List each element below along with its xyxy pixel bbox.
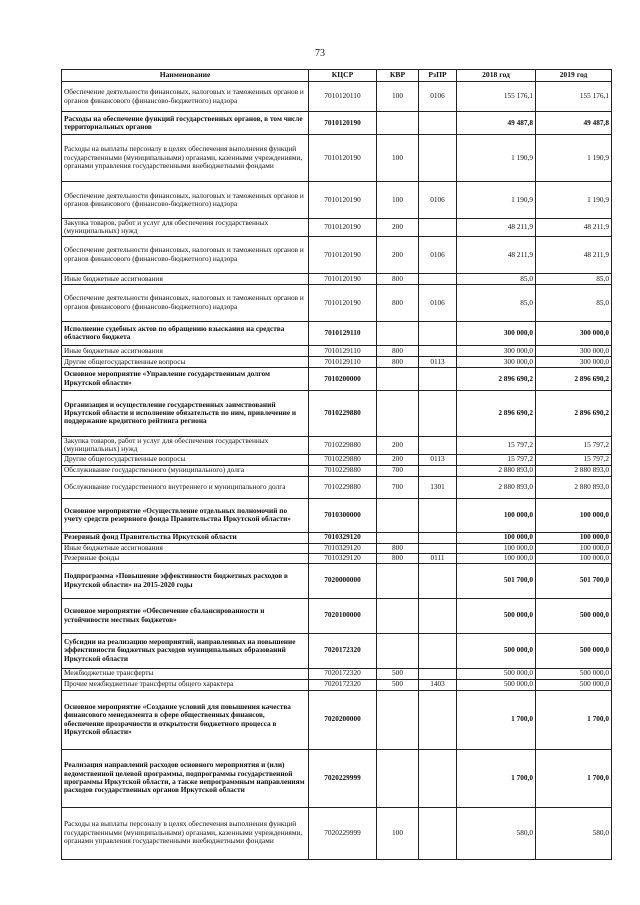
- table-row: [62, 498, 612, 532]
- row-kvr-cell: 800: [377, 273, 419, 284]
- row-rzpr-cell: [419, 543, 457, 553]
- row-name-cell: Обеспечение деятельности финансовых, налоговых и таможенных органов и органов финансового (финансово-бюджетного) надзора: [62, 182, 309, 219]
- header-name: Наименование: [62, 70, 309, 82]
- row-2019-cell: 300 000,0: [536, 321, 612, 345]
- row-rzpr-cell: [419, 273, 457, 284]
- header-rzpr: РзПР: [419, 70, 457, 82]
- table-row: [62, 807, 612, 859]
- row-2018-cell: 155 176,1: [457, 82, 536, 112]
- row-rzpr-cell: [419, 135, 457, 182]
- row-kcsr-cell: 7010229880: [309, 390, 377, 436]
- table-row: [62, 598, 612, 633]
- row-kcsr-cell: 7010129110: [309, 345, 377, 356]
- row-kcsr-cell: 7010120190: [309, 219, 377, 237]
- table-row: [62, 679, 612, 690]
- table-row: [62, 454, 612, 465]
- table-row: [62, 284, 612, 321]
- row-2018-cell: 300 000,0: [457, 345, 536, 356]
- row-name-cell: Прочие межбюджетные трансферты общего характера: [62, 679, 309, 690]
- row-2019-cell: 500 000,0: [536, 679, 612, 690]
- row-rzpr-cell: [419, 749, 457, 807]
- row-2018-cell: 500 000,0: [457, 668, 536, 679]
- row-2019-cell: 300 000,0: [536, 356, 612, 367]
- row-name-cell: Обслуживание государственного (муниципального) долга: [62, 465, 309, 476]
- row-kvr-cell: 800: [377, 543, 419, 553]
- row-name-cell: Иные бюджетные ассигнования: [62, 273, 309, 284]
- row-rzpr-cell: [419, 465, 457, 476]
- row-rzpr-cell: [419, 668, 457, 679]
- row-kcsr-cell: 7020000000: [309, 563, 377, 598]
- row-kvr-cell: 800: [377, 553, 419, 563]
- row-name-cell: Реализация направлений расходов основного мероприятия и (или) ведомственной целевой программы, подпрограммы государственной программы Иркутской области, а также непрограммным направлениям расходов государственных органов Иркутской области: [62, 749, 309, 807]
- row-2018-cell: 1 190,9: [457, 182, 536, 219]
- row-kvr-cell: 200: [377, 219, 419, 237]
- row-2018-cell: 2 896 690,2: [457, 367, 536, 390]
- row-kcsr-cell: 7020100000: [309, 598, 377, 633]
- row-2019-cell: 500 000,0: [536, 668, 612, 679]
- row-name-cell: Организация и осуществление государственных заимствований Иркутской области и исполнение обязательств по ним, привлечение и поддержание кредитного рейтинга региона: [62, 390, 309, 436]
- table-header-row: [62, 70, 612, 82]
- row-rzpr-cell: [419, 345, 457, 356]
- table-row: [62, 436, 612, 454]
- row-2019-cell: 1 190,9: [536, 182, 612, 219]
- row-kcsr-cell: 7010120110: [309, 82, 377, 112]
- row-kvr-cell: 100: [377, 182, 419, 219]
- row-2018-cell: 2 880 893,0: [457, 465, 536, 476]
- row-kcsr-cell: 7010120190: [309, 112, 377, 135]
- table-row: [62, 476, 612, 498]
- row-2018-cell: 15 797,2: [457, 436, 536, 454]
- row-2019-cell: 155 176,1: [536, 82, 612, 112]
- table-row: [62, 465, 612, 476]
- row-rzpr-cell: [419, 532, 457, 543]
- row-name-cell: Расходы на выплаты персоналу в целях обеспечения выполнения функций государственными (муниципальными) органами, казенными учреждениями, органами управления государственными внебюджетными фондами: [62, 135, 309, 182]
- row-2018-cell: 501 700,0: [457, 563, 536, 598]
- row-kvr-cell: 200: [377, 236, 419, 273]
- row-kcsr-cell: 7010129110: [309, 321, 377, 345]
- header-kvr: КВР: [377, 70, 419, 82]
- row-rzpr-cell: 0106: [419, 284, 457, 321]
- row-kvr-cell: 800: [377, 356, 419, 367]
- row-2018-cell: 500 000,0: [457, 679, 536, 690]
- row-name-cell: Другие общегосударственные вопросы: [62, 356, 309, 367]
- row-kvr-cell: 500: [377, 679, 419, 690]
- row-rzpr-cell: [419, 690, 457, 749]
- row-name-cell: Резервный фонд Правительства Иркутской области: [62, 532, 309, 543]
- row-name-cell: Закупка товаров, работ и услуг для обеспечения государственных (муниципальных) нужд: [62, 436, 309, 454]
- row-2019-cell: 48 211,9: [536, 236, 612, 273]
- row-2018-cell: 1 190,9: [457, 135, 536, 182]
- row-name-cell: Основное мероприятие «Управление государственным долгом Иркутской области»: [62, 367, 309, 390]
- row-2019-cell: 15 797,2: [536, 454, 612, 465]
- table-row: [62, 668, 612, 679]
- row-2019-cell: 2 880 893,0: [536, 476, 612, 498]
- row-2019-cell: 48 211,9: [536, 219, 612, 237]
- row-kvr-cell: [377, 633, 419, 668]
- row-kcsr-cell: 7020172320: [309, 679, 377, 690]
- row-kvr-cell: 500: [377, 668, 419, 679]
- row-2018-cell: 1 700,0: [457, 749, 536, 807]
- row-rzpr-cell: [419, 367, 457, 390]
- row-rzpr-cell: 0111: [419, 553, 457, 563]
- row-kvr-cell: 800: [377, 284, 419, 321]
- row-kvr-cell: [377, 321, 419, 345]
- row-name-cell: Межбюджетные трансферты: [62, 668, 309, 679]
- row-kcsr-cell: 7010129110: [309, 356, 377, 367]
- header-2019: 2019 год: [536, 70, 612, 82]
- row-kcsr-cell: 7010329120: [309, 553, 377, 563]
- row-2018-cell: 85,0: [457, 284, 536, 321]
- row-rzpr-cell: 0113: [419, 454, 457, 465]
- row-name-cell: Другие общегосударственные вопросы: [62, 454, 309, 465]
- row-rzpr-cell: 0106: [419, 182, 457, 219]
- row-2019-cell: 1 190,9: [536, 135, 612, 182]
- row-2019-cell: 15 797,2: [536, 436, 612, 454]
- row-rzpr-cell: [419, 436, 457, 454]
- table-row: [62, 553, 612, 563]
- table-row: [62, 356, 612, 367]
- row-2018-cell: 300 000,0: [457, 356, 536, 367]
- row-2018-cell: 48 211,9: [457, 219, 536, 237]
- row-kcsr-cell: 7020172320: [309, 633, 377, 668]
- row-kcsr-cell: 7010329120: [309, 532, 377, 543]
- row-name-cell: Исполнение судебных актов по обращению взыскания на средства областного бюджета: [62, 321, 309, 345]
- row-2018-cell: 48 211,9: [457, 236, 536, 273]
- row-rzpr-cell: 1301: [419, 476, 457, 498]
- row-kvr-cell: [377, 690, 419, 749]
- row-kvr-cell: 100: [377, 135, 419, 182]
- table-row: [62, 135, 612, 182]
- row-name-cell: Основное мероприятие «Осуществление отдельных полномочий по учету средств резервного фонда Правительства Иркутской области»: [62, 498, 309, 532]
- row-2019-cell: 100 000,0: [536, 498, 612, 532]
- row-name-cell: Расходы на выплаты персоналу в целях обеспечения выполнения функций государственными (муниципальными) органами, казенными учреждениями, органами управления государственными внебюджетными фондами: [62, 807, 309, 859]
- row-kcsr-cell: 7010229880: [309, 476, 377, 498]
- row-name-cell: Иные бюджетные ассигнования: [62, 543, 309, 553]
- table-row: [62, 236, 612, 273]
- row-name-cell: Основное мероприятие «Создание условий для повышения качества финансового менеджмента в сфере общественных финансов, обеспечение прозрачности и открытости бюджетного процесса в Иркутской области»: [62, 690, 309, 749]
- row-rzpr-cell: 1403: [419, 679, 457, 690]
- row-kvr-cell: [377, 532, 419, 543]
- row-rzpr-cell: [419, 598, 457, 633]
- row-2018-cell: 500 000,0: [457, 633, 536, 668]
- row-name-cell: Обслуживание государственного внутреннего и муниципального долга: [62, 476, 309, 498]
- row-kvr-cell: [377, 390, 419, 436]
- row-2019-cell: 100 000,0: [536, 553, 612, 563]
- row-rzpr-cell: [419, 321, 457, 345]
- row-kcsr-cell: 7010300000: [309, 498, 377, 532]
- row-2018-cell: 100 000,0: [457, 553, 536, 563]
- row-kcsr-cell: 7010229880: [309, 465, 377, 476]
- row-kcsr-cell: 7010200000: [309, 367, 377, 390]
- page-number: 73: [315, 48, 325, 59]
- row-kcsr-cell: 7010229880: [309, 436, 377, 454]
- table-row: [62, 273, 612, 284]
- row-rzpr-cell: 0106: [419, 82, 457, 112]
- row-kcsr-cell: 7010120190: [309, 284, 377, 321]
- table-row: [62, 82, 612, 112]
- table-row: [62, 690, 612, 749]
- row-rzpr-cell: [419, 563, 457, 598]
- row-kvr-cell: 700: [377, 465, 419, 476]
- row-2018-cell: 100 000,0: [457, 543, 536, 553]
- row-kvr-cell: [377, 749, 419, 807]
- row-rzpr-cell: [419, 807, 457, 859]
- row-kvr-cell: 200: [377, 436, 419, 454]
- row-2018-cell: 49 487,8: [457, 112, 536, 135]
- row-kcsr-cell: 7010120190: [309, 273, 377, 284]
- row-2019-cell: 1 700,0: [536, 690, 612, 749]
- row-2019-cell: 501 700,0: [536, 563, 612, 598]
- row-2018-cell: 85,0: [457, 273, 536, 284]
- row-2019-cell: 500 000,0: [536, 598, 612, 633]
- row-2019-cell: 49 487,8: [536, 112, 612, 135]
- row-rzpr-cell: [419, 112, 457, 135]
- row-2019-cell: 2 896 690,2: [536, 390, 612, 436]
- table-row: [62, 321, 612, 345]
- row-2019-cell: 500 000,0: [536, 633, 612, 668]
- row-2018-cell: 2 880 893,0: [457, 476, 536, 498]
- budget-table: [61, 69, 612, 860]
- row-2019-cell: 580,0: [536, 807, 612, 859]
- row-2019-cell: 2 896 690,2: [536, 367, 612, 390]
- row-rzpr-cell: [419, 633, 457, 668]
- row-kcsr-cell: 7010120190: [309, 236, 377, 273]
- row-name-cell: Субсидии на реализацию мероприятий, направленных на повышение эффективности бюджетных расходов муниципальных образований Иркутской области: [62, 633, 309, 668]
- table-row: [62, 532, 612, 543]
- row-kcsr-cell: 7010229880: [309, 454, 377, 465]
- row-kvr-cell: [377, 498, 419, 532]
- row-rzpr-cell: [419, 390, 457, 436]
- row-kcsr-cell: 7020200000: [309, 690, 377, 749]
- table-row: [62, 345, 612, 356]
- row-kcsr-cell: 7020229999: [309, 807, 377, 859]
- row-kcsr-cell: 7010329120: [309, 543, 377, 553]
- row-kvr-cell: 800: [377, 345, 419, 356]
- row-2018-cell: 1 700,0: [457, 690, 536, 749]
- row-name-cell: Обеспечение деятельности финансовых, налоговых и таможенных органов и органов финансового (финансово-бюджетного) надзора: [62, 82, 309, 112]
- table-row: [62, 633, 612, 668]
- row-rzpr-cell: 0113: [419, 356, 457, 367]
- row-kcsr-cell: 7020229999: [309, 749, 377, 807]
- row-rzpr-cell: 0106: [419, 236, 457, 273]
- row-kcsr-cell: 7020172320: [309, 668, 377, 679]
- row-2019-cell: 1 700,0: [536, 749, 612, 807]
- row-rzpr-cell: [419, 219, 457, 237]
- table-row: [62, 543, 612, 553]
- header-kcsr: КЦСР: [309, 70, 377, 82]
- table-row: [62, 563, 612, 598]
- row-name-cell: Основное мероприятие «Обеспечение сбалансированности и устойчивости местных бюджетов»: [62, 598, 309, 633]
- row-2018-cell: 300 000,0: [457, 321, 536, 345]
- row-name-cell: Иные бюджетные ассигнования: [62, 345, 309, 356]
- row-kvr-cell: 100: [377, 82, 419, 112]
- header-2018: 2018 год: [457, 70, 536, 82]
- row-2019-cell: 100 000,0: [536, 543, 612, 553]
- row-kcsr-cell: 7010120190: [309, 135, 377, 182]
- row-2019-cell: 85,0: [536, 284, 612, 321]
- row-2019-cell: 100 000,0: [536, 532, 612, 543]
- row-rzpr-cell: [419, 498, 457, 532]
- row-name-cell: Подпрограмма «Повышение эффективности бюджетных расходов в Иркутской области» на 2015-2020 годы: [62, 563, 309, 598]
- row-kvr-cell: 100: [377, 807, 419, 859]
- row-kvr-cell: 200: [377, 454, 419, 465]
- table-row: [62, 219, 612, 237]
- row-2018-cell: 580,0: [457, 807, 536, 859]
- row-kvr-cell: 700: [377, 476, 419, 498]
- table-row: [62, 182, 612, 219]
- table-row: [62, 390, 612, 436]
- row-name-cell: Расходы на обеспечение функций государственных органов, в том числе территориальных органов: [62, 112, 309, 135]
- row-kvr-cell: [377, 563, 419, 598]
- row-2018-cell: 15 797,2: [457, 454, 536, 465]
- row-name-cell: Обеспечение деятельности финансовых, налоговых и таможенных органов и органов финансового (финансово-бюджетного) надзора: [62, 284, 309, 321]
- table-row: [62, 749, 612, 807]
- row-kcsr-cell: 7010120190: [309, 182, 377, 219]
- row-name-cell: Резервные фонды: [62, 553, 309, 563]
- row-2019-cell: 2 880 893,0: [536, 465, 612, 476]
- table-body: [62, 82, 612, 860]
- table-row: [62, 367, 612, 390]
- row-kvr-cell: [377, 112, 419, 135]
- row-name-cell: Закупка товаров, работ и услуг для обеспечения государственных (муниципальных) нужд: [62, 219, 309, 237]
- row-kvr-cell: [377, 367, 419, 390]
- row-name-cell: Обеспечение деятельности финансовых, налоговых и таможенных органов и органов финансового (финансово-бюджетного) надзора: [62, 236, 309, 273]
- row-2019-cell: 85,0: [536, 273, 612, 284]
- row-2018-cell: 500 000,0: [457, 598, 536, 633]
- row-2018-cell: 100 000,0: [457, 498, 536, 532]
- row-kvr-cell: [377, 598, 419, 633]
- row-2018-cell: 100 000,0: [457, 532, 536, 543]
- table-row: [62, 112, 612, 135]
- row-2019-cell: 300 000,0: [536, 345, 612, 356]
- row-2018-cell: 2 896 690,2: [457, 390, 536, 436]
